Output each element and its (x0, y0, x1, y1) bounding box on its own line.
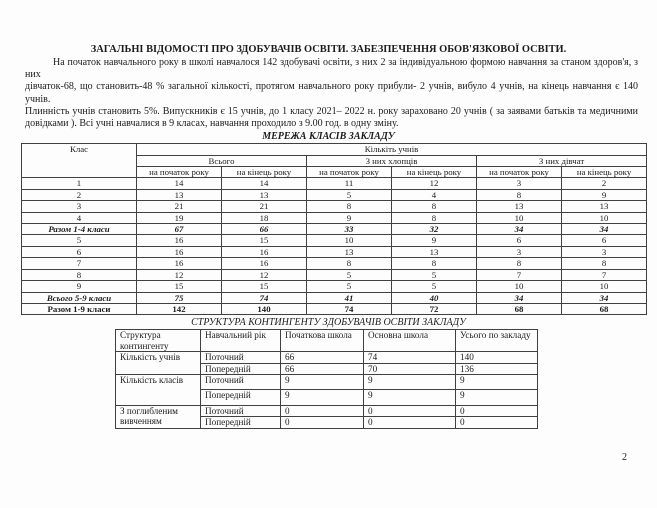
value-cell: 8 (307, 258, 392, 269)
class-label-cell: 1 (22, 178, 137, 189)
subtotal-row-5-9 (22, 292, 647, 303)
value-cell: 9 (562, 189, 647, 200)
value-cell: 8 (307, 201, 392, 212)
value-cell: 34 (562, 292, 647, 303)
value-cell: 72 (392, 303, 477, 314)
value-cell: 68 (477, 303, 562, 314)
value-cell: 5 (307, 189, 392, 200)
value-cell: 41 (307, 292, 392, 303)
header-total-by-school: Усього по закладу (456, 330, 538, 352)
header-end-of-year: на кінець року (222, 167, 307, 178)
value-cell: 74 (307, 303, 392, 314)
value-cell: 15 (222, 235, 307, 246)
value-cell: 2 (562, 178, 647, 189)
value-cell: 5 (307, 269, 392, 280)
value-cell: 66 (281, 352, 364, 363)
header-end-of-year: на кінець року (392, 167, 477, 178)
value-cell: 16 (137, 235, 222, 246)
value-cell: 13 (137, 189, 222, 200)
value-cell: 4 (392, 189, 477, 200)
structure-label-cell: Кількість класів (116, 374, 201, 405)
paragraph-line: Плинність учнів становить 5%. Випускників є 15 учнів, до 1 класу 2021– 2022 н. року зараховано 20 учнів ( за заявами батьків та медичними (25, 105, 638, 117)
value-cell: 34 (562, 224, 647, 235)
value-cell: 66 (222, 224, 307, 235)
value-cell: 7 (477, 269, 562, 280)
class-label-cell: 2 (22, 189, 137, 200)
structure-header-row (116, 330, 538, 352)
value-cell: 5 (307, 281, 392, 292)
table-row (22, 246, 647, 257)
document-title: ЗАГАЛЬНІ ВІДОМОСТІ ПРО ЗДОБУВАЧІВ ОСВІТИ. ЗАБЕЗПЕЧЕННЯ ОБОВ'ЯЗКОВОЇ ОСВІТИ. (90, 44, 567, 55)
paragraph-line: довідками ). Всі учні навчалися в 9 класах, навчання проходило з 9.00 год. в одну зміну. (25, 118, 399, 130)
value-cell: 16 (137, 246, 222, 257)
value-cell: 8 (392, 201, 477, 212)
value-cell: 74 (222, 292, 307, 303)
value-cell: 0 (281, 417, 364, 428)
value-cell: 8 (477, 258, 562, 269)
value-cell: 140 (222, 303, 307, 314)
table-row (22, 189, 647, 200)
class-label-cell: 7 (22, 258, 137, 269)
value-cell: 10 (562, 281, 647, 292)
structure-table-title: СТРУКТУРА КОНТИНГЕНТУ ЗДОБУВАЧІВ ОСВІТИ ЗАКЛАДУ (191, 317, 466, 329)
structure-label-cell: Кількість учнів (116, 352, 201, 375)
class-label-cell: Всього 5-9 класи (22, 292, 137, 303)
value-cell: 12 (137, 269, 222, 280)
value-cell: 74 (364, 352, 456, 363)
value-cell: 140 (456, 352, 538, 363)
value-cell: 9 (307, 212, 392, 223)
network-table-title: МЕРЕЖА КЛАСІВ ЗАКЛАДУ (262, 131, 395, 143)
value-cell: 9 (364, 390, 456, 405)
value-cell: 3 (477, 246, 562, 257)
value-cell: 9 (456, 390, 538, 405)
value-cell: 6 (477, 235, 562, 246)
network-table (21, 143, 647, 315)
value-cell: 5 (392, 281, 477, 292)
value-cell: 16 (137, 258, 222, 269)
header-end-of-year: на кінець року (562, 167, 647, 178)
value-cell: 0 (456, 417, 538, 428)
value-cell: 34 (477, 224, 562, 235)
value-cell: 33 (307, 224, 392, 235)
value-cell: 0 (364, 417, 456, 428)
table-row (22, 281, 647, 292)
value-cell: 15 (137, 281, 222, 292)
table-row (116, 374, 538, 389)
value-cell: 75 (137, 292, 222, 303)
value-cell: 68 (562, 303, 647, 314)
class-label-cell: 4 (22, 212, 137, 223)
table-row (22, 269, 647, 280)
value-cell: 66 (281, 363, 364, 374)
value-cell: 10 (477, 212, 562, 223)
value-cell: 12 (222, 269, 307, 280)
value-cell: 9 (281, 374, 364, 389)
paragraph-line: На початок навчального року в школі навчалося 142 здобувачі освіти, з них 2 за індивідуальною формою навчання за станом здоров'я, з них (25, 57, 638, 81)
value-cell: 8 (392, 212, 477, 223)
value-cell: 21 (137, 201, 222, 212)
class-label-cell: Разом 1-4 класи (22, 224, 137, 235)
value-cell: 3 (562, 246, 647, 257)
value-cell: 9 (364, 374, 456, 389)
value-cell: 136 (456, 363, 538, 374)
value-cell: 34 (477, 292, 562, 303)
intro-paragraph (25, 57, 638, 130)
header-primary-school: Початкова школа (281, 330, 364, 352)
year-cell: Поточний (201, 405, 281, 416)
value-cell: 10 (477, 281, 562, 292)
value-cell: 0 (364, 405, 456, 416)
value-cell: 15 (222, 281, 307, 292)
header-basic-school: Основна школа (364, 330, 456, 352)
value-cell: 11 (307, 178, 392, 189)
class-label-cell: Разом 1-9 класи (22, 303, 137, 314)
class-label-cell: 3 (22, 201, 137, 212)
table-row (22, 235, 647, 246)
value-cell: 13 (392, 246, 477, 257)
page-number: 2 (622, 452, 627, 463)
header-group-boys: З них хлопців (307, 155, 477, 166)
header-class: Клас (22, 144, 137, 178)
value-cell: 21 (222, 201, 307, 212)
header-group-girls: З них дівчат (477, 155, 647, 166)
subtotal-row-1-4 (22, 224, 647, 235)
value-cell: 6 (562, 235, 647, 246)
value-cell: 7 (562, 269, 647, 280)
value-cell: 8 (477, 189, 562, 200)
header-group-total: Всього (137, 155, 307, 166)
header-start-of-year: на початок року (137, 167, 222, 178)
header-school-year: Навчальний рік (201, 330, 281, 352)
table-row (116, 352, 538, 363)
value-cell: 0 (281, 405, 364, 416)
value-cell: 10 (307, 235, 392, 246)
value-cell: 8 (562, 258, 647, 269)
value-cell: 14 (222, 178, 307, 189)
class-label-cell: 9 (22, 281, 137, 292)
network-header-row-1 (22, 144, 647, 155)
value-cell: 142 (137, 303, 222, 314)
value-cell: 19 (137, 212, 222, 223)
class-label-cell: 8 (22, 269, 137, 280)
year-cell: Попередній (201, 363, 281, 374)
value-cell: 40 (392, 292, 477, 303)
paragraph-line: дівчаток-68, що становить-48 % загальної кількості, протягом навчального року прибули- 2 учнів, вибуло 4 учнів, на кінець навчання є 140 учнів. (25, 81, 638, 105)
value-cell: 13 (562, 201, 647, 212)
document-page (0, 44, 657, 508)
year-cell: Поточний (201, 352, 281, 363)
value-cell: 8 (392, 258, 477, 269)
value-cell: 5 (392, 269, 477, 280)
table-row (22, 201, 647, 212)
total-row-1-9 (22, 303, 647, 314)
class-label-cell: 5 (22, 235, 137, 246)
header-start-of-year: на початок року (477, 167, 562, 178)
value-cell: 9 (281, 390, 364, 405)
value-cell: 3 (477, 178, 562, 189)
structure-table (115, 329, 538, 428)
value-cell: 13 (222, 189, 307, 200)
value-cell: 16 (222, 246, 307, 257)
year-cell: Поточний (201, 374, 281, 389)
table-row (116, 405, 538, 416)
year-cell: Попередній (201, 390, 281, 405)
class-label-cell: 6 (22, 246, 137, 257)
table-row (22, 212, 647, 223)
header-start-of-year: на початок року (307, 167, 392, 178)
year-cell: Попередній (201, 417, 281, 428)
value-cell: 12 (392, 178, 477, 189)
header-students-count: Кількіть учнів (137, 144, 647, 155)
value-cell: 9 (392, 235, 477, 246)
header-structure: Структура контингенту (116, 330, 201, 352)
value-cell: 9 (456, 374, 538, 389)
value-cell: 0 (456, 405, 538, 416)
value-cell: 13 (307, 246, 392, 257)
table-row (22, 258, 647, 269)
value-cell: 18 (222, 212, 307, 223)
value-cell: 14 (137, 178, 222, 189)
value-cell: 67 (137, 224, 222, 235)
structure-label-cell: З поглибленим вивченням (116, 405, 201, 428)
value-cell: 10 (562, 212, 647, 223)
value-cell: 13 (477, 201, 562, 212)
value-cell: 32 (392, 224, 477, 235)
value-cell: 70 (364, 363, 456, 374)
table-row (22, 178, 647, 189)
value-cell: 16 (222, 258, 307, 269)
